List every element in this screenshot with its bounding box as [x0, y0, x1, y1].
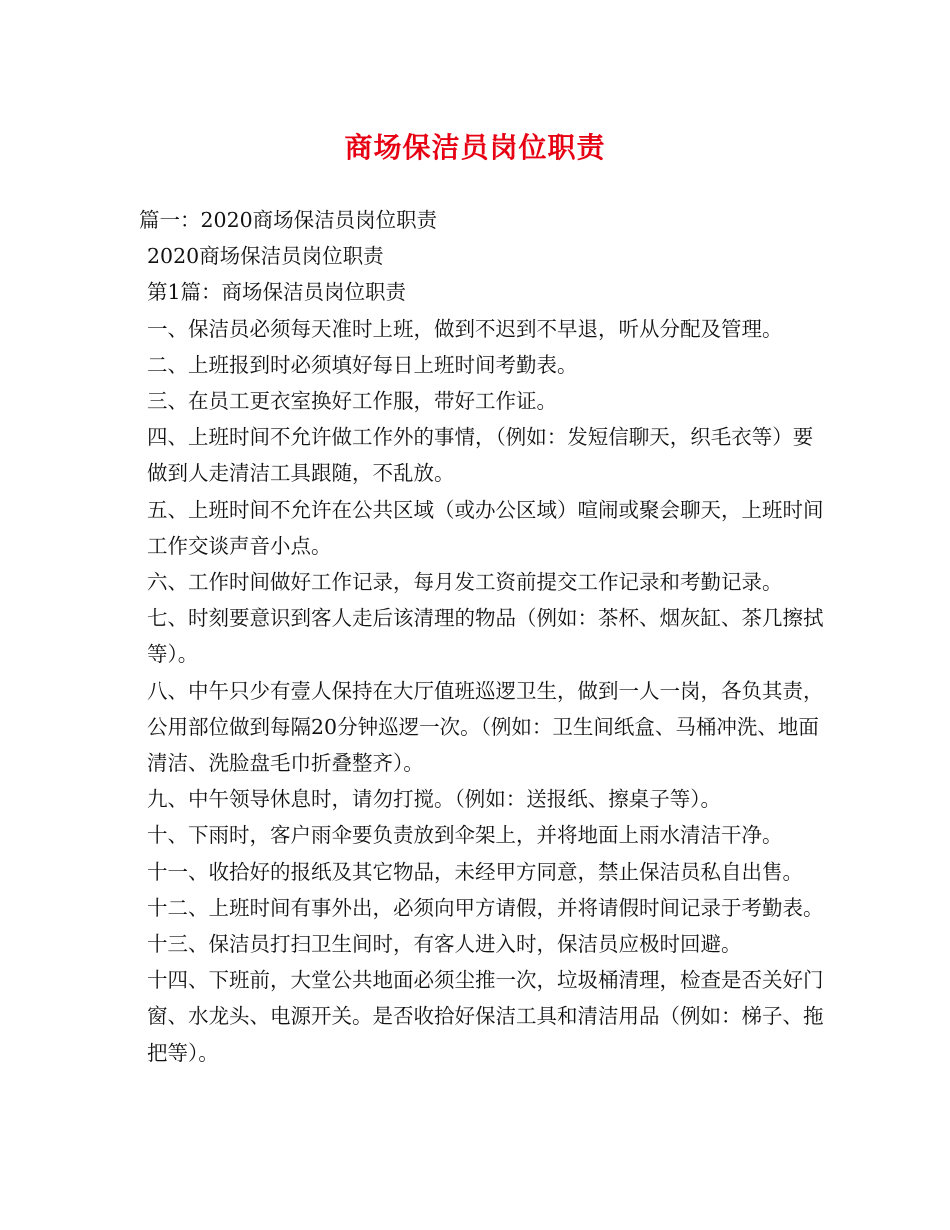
paragraph-item-3: 三、在员工更衣室换好工作服，带好工作证。 [147, 389, 557, 414]
paragraph-heading-2: 2020商场保洁员岗位职责 [147, 244, 384, 269]
paragraph-item-8: 八、中午只少有壹人保持在大厅值班巡逻卫生，做到一人一岗，各负其责，公用部位做到每隔20分钟巡逻一次。（例如：卫生间纸盒、马桶冲洗、地面清洁、洗脸盘毛巾折叠整齐）。 [147, 678, 824, 776]
paragraph-item-5: 五、上班时间不允许在公共区域（或办公区域）喧闹或聚会聊天，上班时间工作交谈声音小点。 [147, 497, 824, 558]
paragraph-item-7: 七、时刻要意识到客人走后该清理的物品（例如：茶杯、烟灰缸、茶几擦拭等）。 [147, 606, 824, 667]
paragraph-item-10: 十、下雨时，客户雨伞要负责放到伞架上，并将地面上雨水清洁干净。 [147, 823, 783, 848]
document-title: 商场保洁员岗位职责 [344, 131, 606, 164]
paragraph-item-4: 四、上班时间不允许做工作外的事情，（例如：发短信聊天，织毛衣等）要做到人走清洁工具跟随，不乱放。 [147, 425, 814, 486]
paragraph-item-9: 九、中午领导休息时，请勿打搅。（例如：送报纸、擦桌子等）。 [147, 787, 721, 812]
paragraph-item-14: 十四、下班前，大堂公共地面必须尘推一次，垃圾桶清理，检查是否关好门窗、水龙头、电源开关。是否收拾好保洁工具和清洁用品（例如：梯子、拖把等）。 [147, 968, 824, 1065]
paragraph-heading-3: 第1篇：商场保洁员岗位职责 [147, 280, 407, 305]
paragraph-item-2: 二、上班报到时必须填好每日上班时间考勤表。 [147, 352, 578, 377]
paragraph-item-11-13: 十一、收拾好的报纸及其它物品，未经甲方同意，禁止保洁员私自出售。 十二、上班时间有事外出，必须向甲方请假，并将请假时间记录于考勤表。 十三、保洁员打扫卫生间时，有客人进入时，保洁员应极时回避。 [147, 859, 824, 957]
document-body [139, 202, 829, 1071]
paragraph-heading-1: 篇一：2020商场保洁员岗位职责 [139, 208, 438, 232]
paragraph-item-1: 一、保洁员必须每天准时上班，做到不迟到不早退，听从分配及管理。 [147, 316, 783, 341]
paragraph-item-6: 六、工作时间做好工作记录，每月发工资前提交工作记录和考勤记录。 [147, 570, 783, 595]
